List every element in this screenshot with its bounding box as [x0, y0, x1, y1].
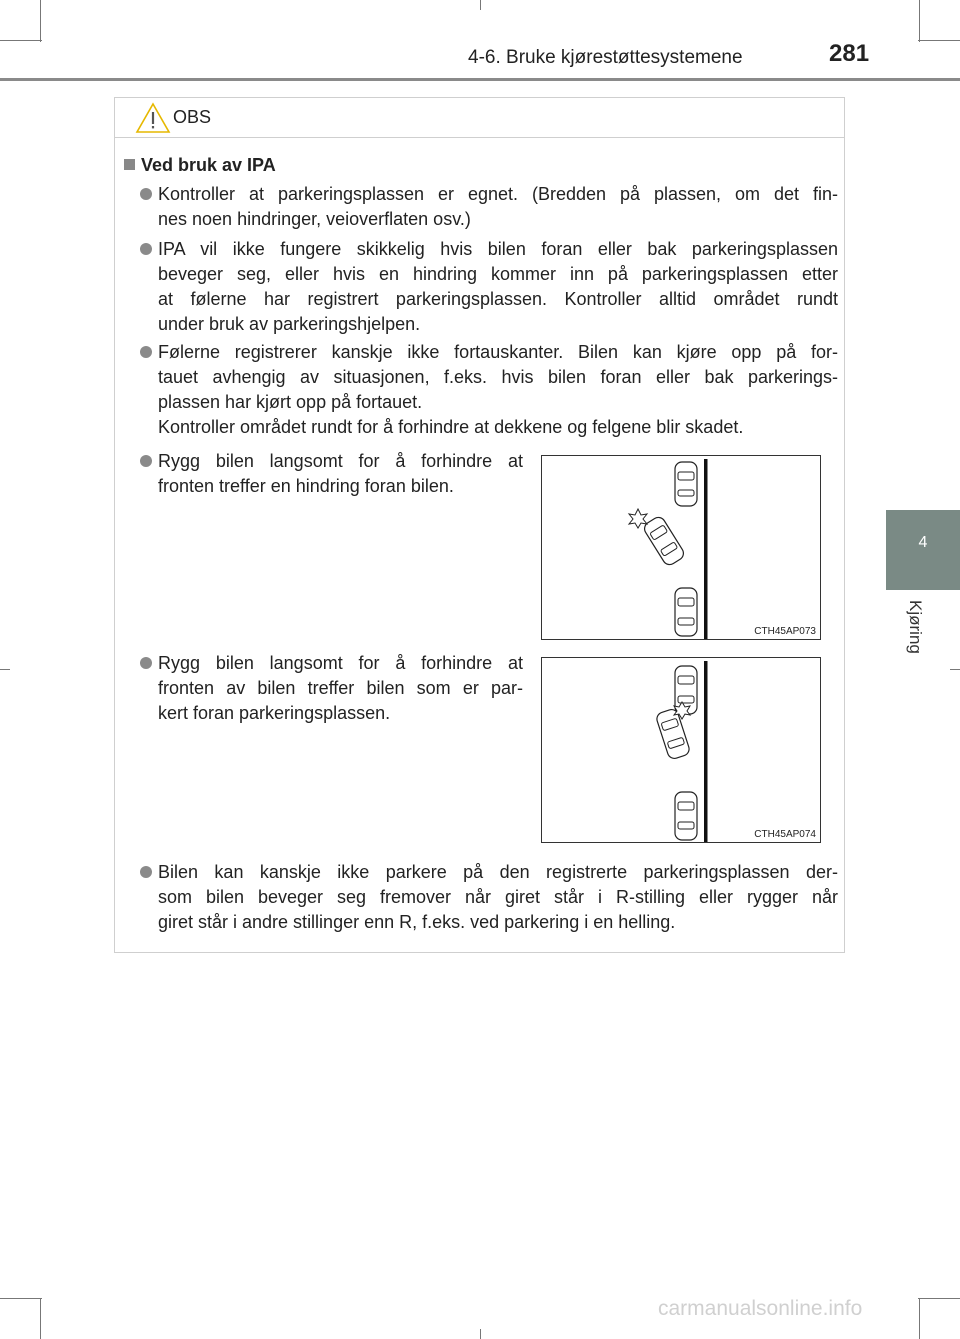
section-title: 4-6. Bruke kjørestøttesystemene [468, 47, 743, 68]
chapter-tab [886, 510, 960, 590]
bullet-icon [140, 657, 152, 669]
text-line: IPA vil ikke fungere skikkelig hvis bilen foran eller bak parkeringsplassen [158, 239, 838, 259]
text-line: fronten treffer en hindring foran bilen. [158, 476, 454, 496]
subheading [124, 155, 276, 176]
bullet-text [158, 340, 838, 440]
text-line: Rygg bilen langsomt for å forhindre at [158, 653, 523, 673]
crop-mark [0, 669, 10, 670]
text-line: under bruk av parkeringshjelpen. [158, 314, 421, 334]
page-number: 281 [829, 40, 870, 67]
chapter-number: 4 [918, 534, 928, 551]
subheading-text: Ved bruk av IPA [141, 155, 276, 175]
bullet-text [158, 449, 523, 499]
watermark: carmanualsonline.info [658, 1297, 863, 1320]
notice-header [115, 98, 844, 138]
crop-mark [40, 0, 41, 42]
crop-mark [950, 669, 960, 670]
text-line: beveger seg, eller hvis en hindring kommer inn på parkeringsplassen etter [158, 264, 838, 284]
text-line: Rygg bilen langsomt for å forhindre at [158, 451, 523, 471]
text-line: at følerne har registrert parkeringsplassen. Kontroller alltid området rundt [158, 289, 838, 309]
chapter-label-text: Kjøring [906, 600, 925, 654]
text-line: giret står i andre stillinger enn R, f.eks. ved parkering i en helling. [158, 912, 676, 932]
text-line: Kontroller området rundt for å forhindre at dekkene og felgene blir skadet. [158, 417, 744, 437]
bullet-icon [140, 455, 152, 467]
crop-mark [0, 40, 42, 41]
bullet-text [158, 237, 838, 337]
header-rule [0, 78, 960, 81]
square-bullet-icon [124, 159, 135, 170]
crop-mark [0, 1298, 42, 1299]
notice-label: OBS [173, 107, 212, 127]
text-line: nes noen hindringer, veioverflaten osv.) [158, 209, 471, 229]
crop-mark [919, 0, 920, 42]
crop-mark [918, 1298, 960, 1299]
bullet-icon [140, 866, 152, 878]
text-line: plassen har kjørt opp på fortauet. [158, 392, 423, 412]
parking-diagram-icon [542, 658, 820, 842]
bullet-text [158, 860, 838, 935]
crop-mark [480, 0, 481, 10]
bullet-text [158, 182, 838, 232]
crop-mark [919, 1298, 920, 1339]
figure-code: CTH45AP074 [754, 829, 816, 840]
bullet-text [158, 651, 523, 726]
text-line: Bilen kan kanskje ikke parkere på den registrerte parkeringsplassen der- [158, 862, 838, 882]
crop-mark [480, 1329, 481, 1339]
crop-mark [40, 1298, 41, 1339]
text-line: tauet avhengig av situasjonen, f.eks. hvis bilen foran eller bak parkerings- [158, 367, 838, 387]
chapter-label [905, 600, 925, 670]
illustration-front-obstacle [541, 455, 821, 640]
bullet-icon [140, 243, 152, 255]
bullet-icon [140, 346, 152, 358]
text-line: som bilen beveger seg fremover når giret står i R-stilling eller rygger når [158, 887, 838, 907]
text-line: Følerne registrerer kanskje ikke fortauskanter. Bilen kan kjøre opp på for- [158, 342, 838, 362]
parking-diagram-icon [542, 456, 820, 639]
warning-triangle-icon [135, 102, 171, 134]
figure-code: CTH45AP073 [754, 626, 816, 637]
crop-mark [918, 40, 960, 41]
bullet-icon [140, 188, 152, 200]
text-line: fronten av bilen treffer bilen som er par- [158, 678, 523, 698]
text-line: kert foran parkeringsplassen. [158, 703, 391, 723]
text-line: Kontroller at parkeringsplassen er egnet. (Bredden på plassen, om det fin- [158, 184, 838, 204]
illustration-parked-car-collision [541, 657, 821, 843]
